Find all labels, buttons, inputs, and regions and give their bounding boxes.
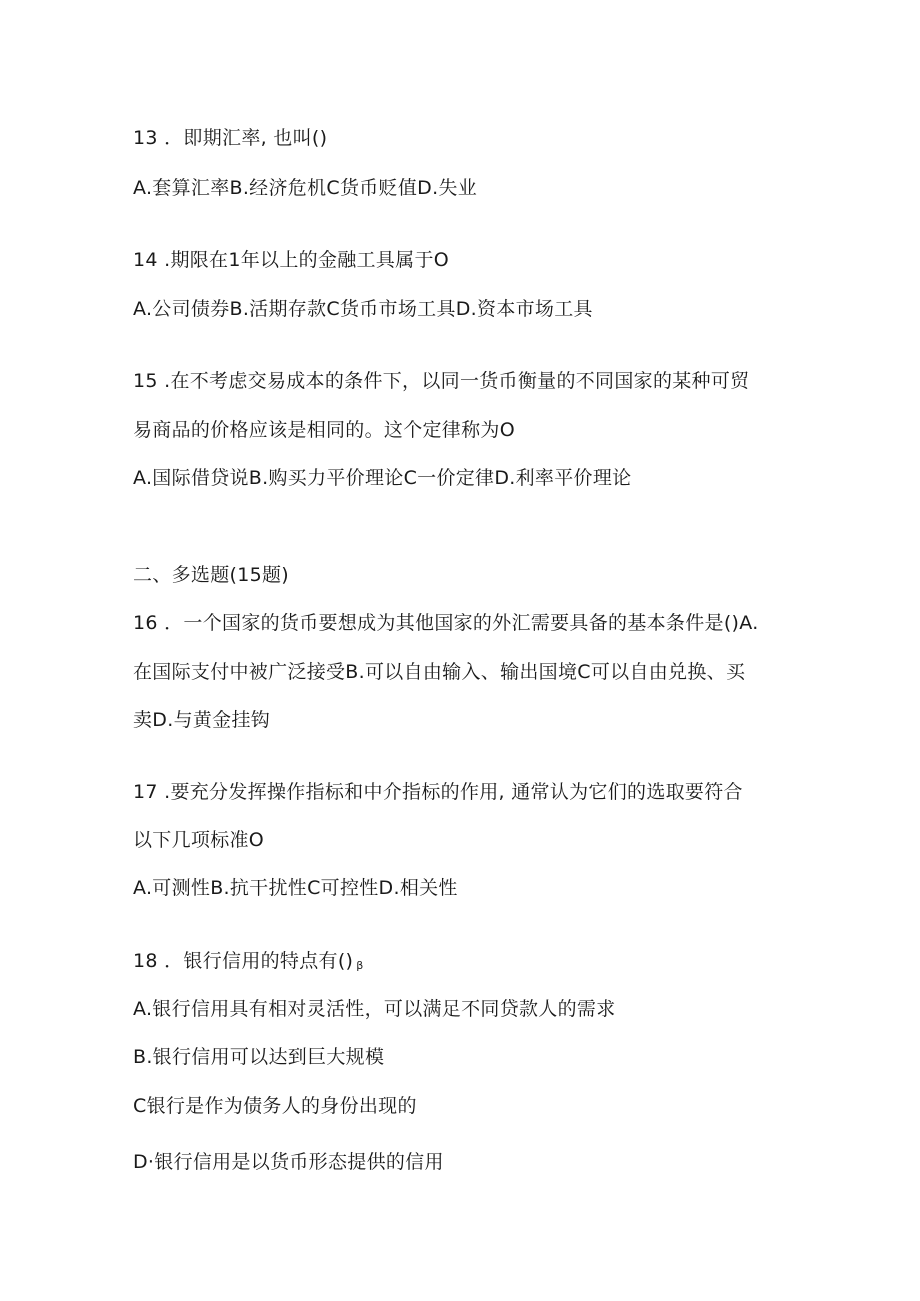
question-17-stem-line-2: 以下几项标准O xyxy=(133,829,265,851)
question-16-line-2: 在国际支付中被广泛接受B.可以自由输入、输出国境C可以自由兑换、买 xyxy=(133,661,746,683)
question-18-option-c: C银行是作为债务人的身份出现的 xyxy=(133,1095,417,1117)
question-14-options: A.公司债券B.活期存款C货币市场工具D.资本市场工具 xyxy=(133,298,593,320)
question-13-options: A.套算汇率B.经济危机C货币贬值D.失业 xyxy=(133,177,478,199)
question-14-stem: 14 .期限在1年以上的金融工具属于O xyxy=(133,249,449,271)
question-16-line-3: 卖D.与黄金挂钩 xyxy=(133,709,271,731)
question-18-stem xyxy=(133,949,364,978)
question-18-option-d: D·银行信用是以货币形态提供的信用 xyxy=(133,1151,444,1173)
section-heading-multiple-choice: 二、多选题(15题) xyxy=(133,564,290,586)
question-17-stem-line-1: 17 .要充分发挥操作指标和中介指标的作用, 通常认为它们的选取要符合 xyxy=(133,781,743,803)
question-17-options: A.可测性B.抗干扰性C可控性D.相关性 xyxy=(133,877,458,899)
question-18-option-a: A.银行信用具有相对灵活性，可以满足不同贷款人的需求 xyxy=(133,998,616,1020)
question-15-options: A.国际借贷说B.购买力平价理论C一价定律D.利率平价理论 xyxy=(133,467,632,489)
question-15-stem-line-1: 15 .在不考虑交易成本的条件下，以同一货币衡量的不同国家的某种可贸 xyxy=(133,370,750,392)
question-16-line-1: 16 ．一个国家的货币要想成为其他国家的外汇需要具备的基本条件是()A. xyxy=(133,612,759,634)
question-18-stem-mark: β xyxy=(356,959,364,972)
question-18-option-b: B.银行信用可以达到巨大规模 xyxy=(133,1046,385,1068)
question-15-stem-line-2: 易商品的价格应该是相同的。这个定律称为O xyxy=(133,419,515,441)
question-13-stem: 13 ．即期汇率, 也叫() xyxy=(133,127,328,149)
question-18-stem-text: 18 ．银行信用的特点有() xyxy=(133,950,354,972)
